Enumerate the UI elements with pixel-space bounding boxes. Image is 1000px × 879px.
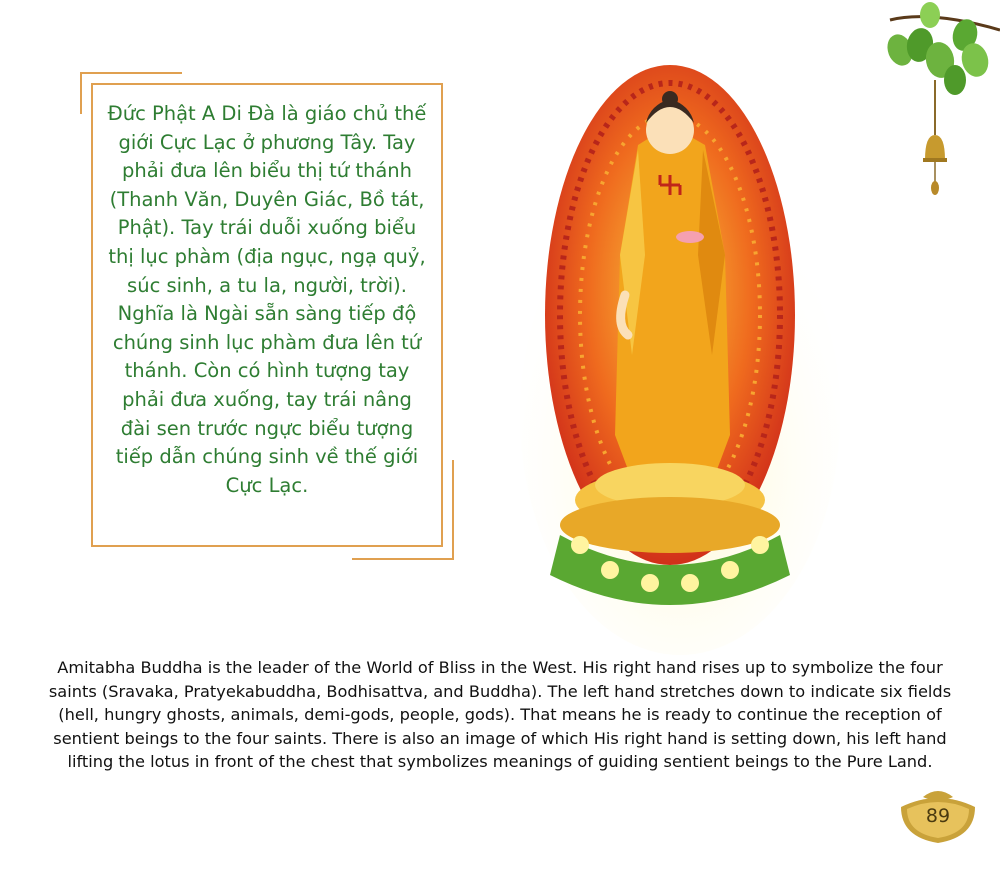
english-paragraph: Amitabha Buddha is the leader of the World of Bliss in the West. His right hand rises up to symbolize the four saints (Sravaka, Pratyekabuddha, Bodhisattva, and Buddha). The left hand stretches down to indicate six fields (hell, hungry ghosts, animals, demi-gods, people, gods). That means he is ready to continue the reception of sentient beings to the four saints. There is also an image of which His right hand is setting down, his left hand lifting the lotus in front of the chest that symbolizes meanings of guiding sentient beings to the Pure Land. — [48, 658, 952, 771]
vietnamese-paragraph: Đức Phật A Di Đà là giáo chủ thế giới Cực Lạc ở phương Tây. Tay phải đưa lên biểu thị tứ thánh (Thanh Văn, Duyên Giác, Bồ tát, Phật). Tay trái duỗi xuống biểu thị lục phàm (địa ngục, ngạ quỷ, súc sinh, a tu la, người, trời). Nghĩa là Ngài sẵn sàng tiếp độ chúng sinh lục phàm đưa lên tứ thánh. Còn có hình tượng tay phải đưa xuống, tay trái nâng đài sen trước ngực biểu tượng tiếp dẫn chúng sinh về thế giới Cực Lạc. — [107, 102, 427, 497]
page-number: 89 — [925, 805, 951, 827]
bodhi-branch-illustration — [870, 0, 1000, 200]
amitabha-buddha-illustration — [520, 55, 840, 655]
